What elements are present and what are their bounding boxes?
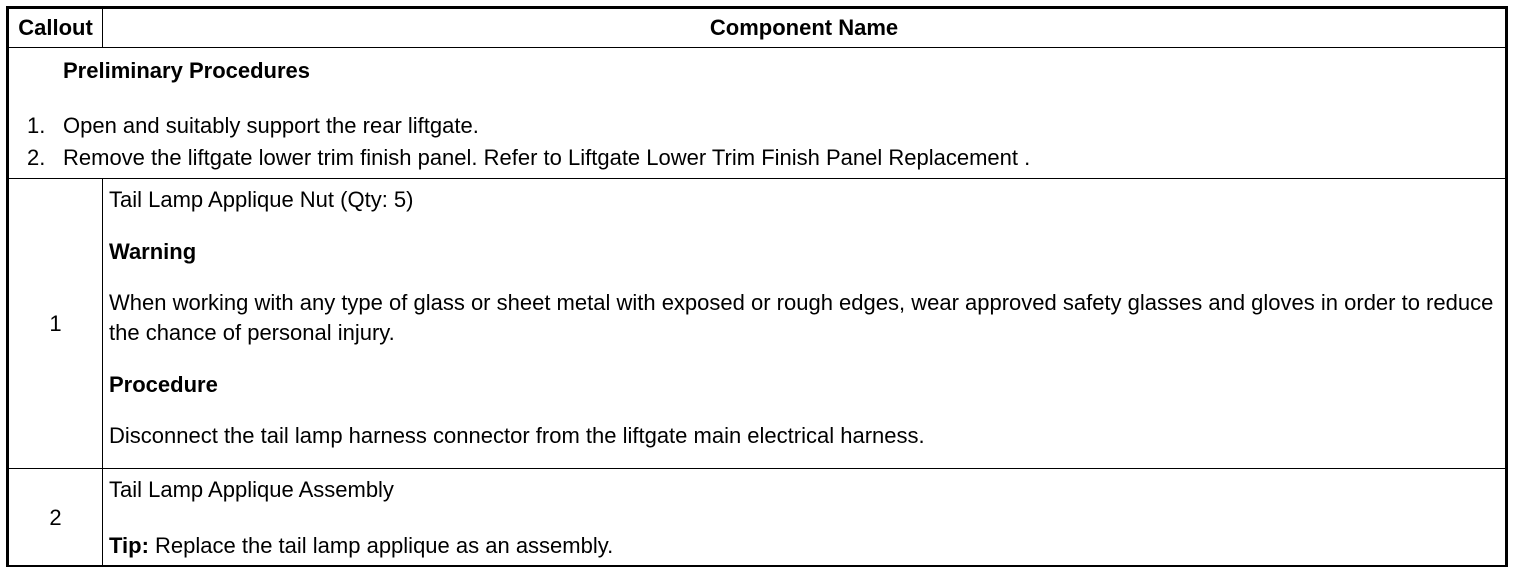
table-header-row — [9, 9, 1506, 48]
procedure-document — [6, 6, 1508, 567]
preliminary-procedures-cell — [9, 48, 1506, 179]
tip-label: Tip: — [109, 532, 149, 558]
warning-text: When working with any type of glass or sheet metal with exposed or rough edges, wear approved safety glasses and gloves in order to reduce the chance of personal injury. — [109, 290, 1494, 346]
preliminary-procedures-title: Preliminary Procedures — [63, 58, 311, 83]
preliminary-row — [9, 48, 1506, 179]
preliminary-step — [9, 110, 1505, 142]
preliminary-steps-list — [9, 110, 1505, 174]
component-name: Tail Lamp Applique Assembly — [109, 477, 394, 502]
step-text: Remove the liftgate lower trim finish panel. Refer to Liftgate Lower Trim Finish Panel Replacement . — [63, 144, 1031, 170]
warning-title: Warning — [109, 238, 197, 264]
component-name: Tail Lamp Applique Nut (Qty: 5) — [109, 187, 414, 212]
component-cell — [103, 469, 1506, 567]
component-cell — [103, 179, 1506, 469]
step-number: 2. — [27, 144, 46, 170]
component-table — [8, 8, 1506, 567]
callout-column-header: Callout — [9, 9, 103, 48]
callout-number: 1 — [9, 179, 103, 469]
step-text: Open and suitably support the rear liftgate. — [63, 112, 479, 138]
preliminary-step — [9, 142, 1505, 174]
step-number: 1. — [27, 112, 46, 138]
procedure-text: Disconnect the tail lamp harness connector from the liftgate main electrical harness. — [109, 423, 925, 449]
procedure-title: Procedure — [109, 371, 218, 397]
table-row — [9, 469, 1506, 567]
callout-number: 2 — [9, 469, 103, 567]
tip-line — [109, 531, 1497, 561]
tip-text: Replace the tail lamp applique as an assembly. — [148, 532, 614, 558]
table-row — [9, 179, 1506, 469]
component-name-column-header: Component Name — [103, 9, 1506, 48]
